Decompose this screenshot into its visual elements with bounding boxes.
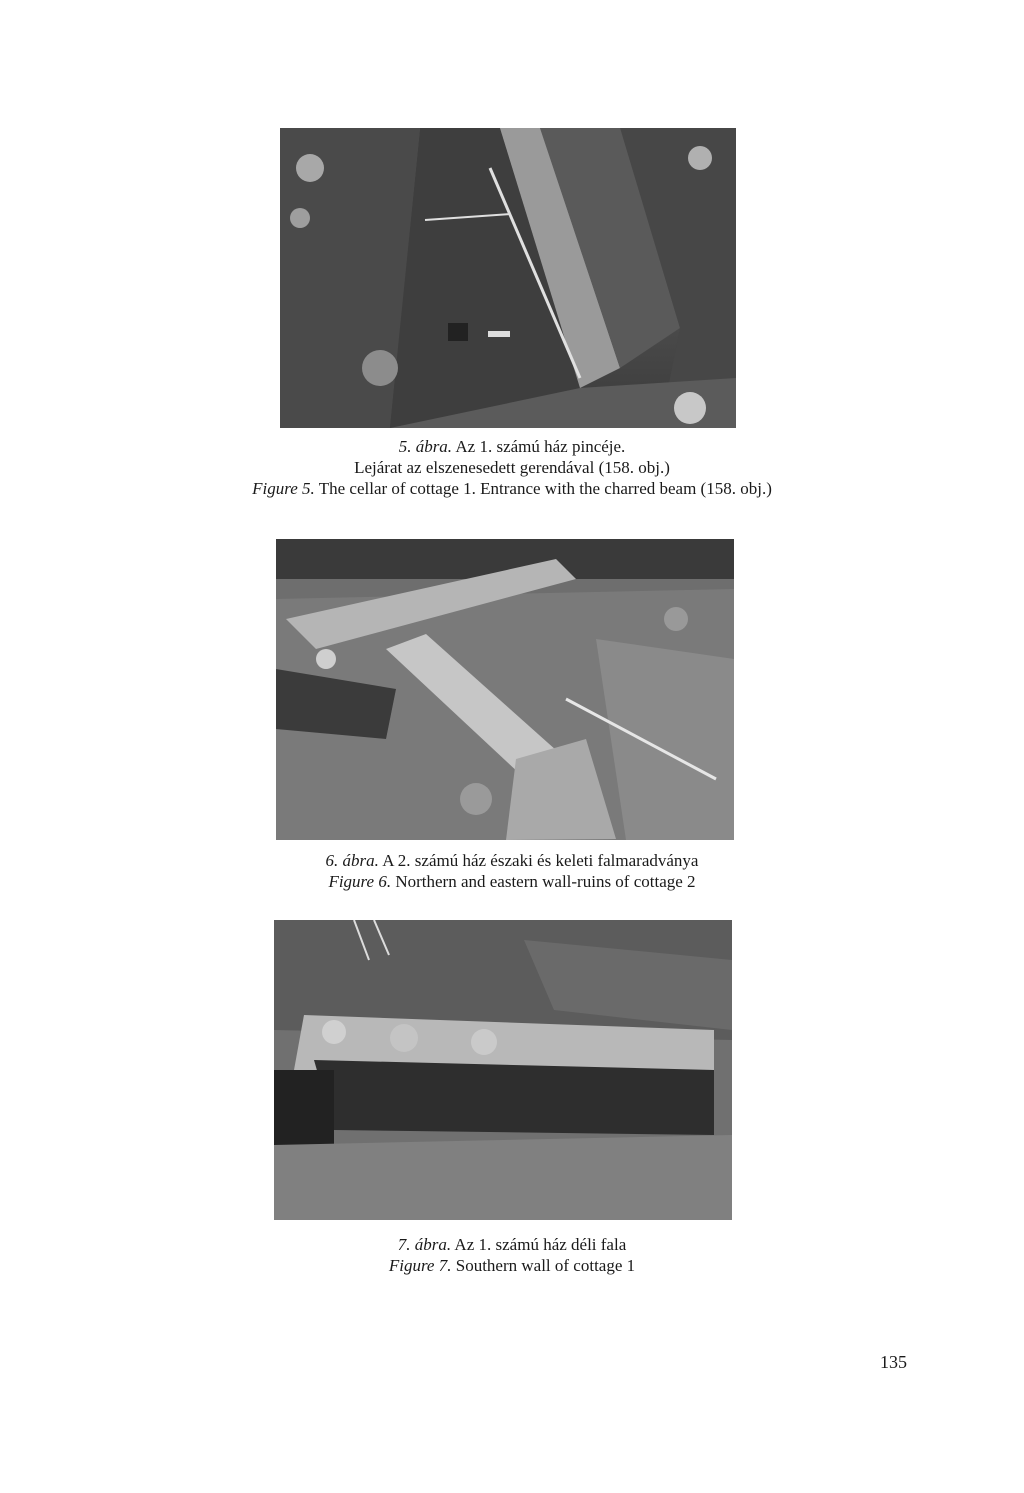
caption-line <box>0 871 1024 892</box>
caption-text: Az 1. számú ház déli fala <box>451 1235 627 1254</box>
caption-line <box>0 457 1024 478</box>
figure-7-photo <box>274 920 732 1220</box>
caption-label: Figure 5. <box>252 479 315 498</box>
caption-line <box>0 1255 1024 1276</box>
caption-text: Northern and eastern wall-ruins of cottage 2 <box>391 872 696 891</box>
caption-text: Az 1. számú ház pincéje. <box>452 437 626 456</box>
caption-line <box>0 1234 1024 1255</box>
caption-line <box>0 850 1024 871</box>
caption-label: 6. ábra. <box>325 851 379 870</box>
figure-5-caption <box>0 436 1024 499</box>
caption-text: The cellar of cottage 1. Entrance with the charred beam (158. obj.) <box>314 479 772 498</box>
page-number: 135 <box>880 1352 907 1372</box>
caption-text: Southern wall of cottage 1 <box>451 1256 636 1275</box>
caption-line <box>0 478 1024 499</box>
figure-6-photo <box>276 539 734 840</box>
caption-label: Figure 6. <box>328 872 392 891</box>
caption-label: 7. ábra. <box>397 1235 452 1254</box>
caption-text: A 2. számú ház északi és keleti falmaradványa <box>378 851 699 870</box>
figure-5-photo <box>280 128 736 428</box>
figure-6-image <box>276 539 734 840</box>
figure-7-caption <box>0 1234 1024 1276</box>
caption-line <box>0 436 1024 457</box>
figure-5-image <box>280 128 736 428</box>
figure-7-image <box>274 920 732 1220</box>
caption-text: Lejárat az elszenesedett gerendával (158. obj.) <box>354 458 670 477</box>
caption-label: 5. ábra. <box>398 437 453 456</box>
caption-label: Figure 7. <box>388 1256 452 1275</box>
figure-6-caption <box>0 850 1024 892</box>
